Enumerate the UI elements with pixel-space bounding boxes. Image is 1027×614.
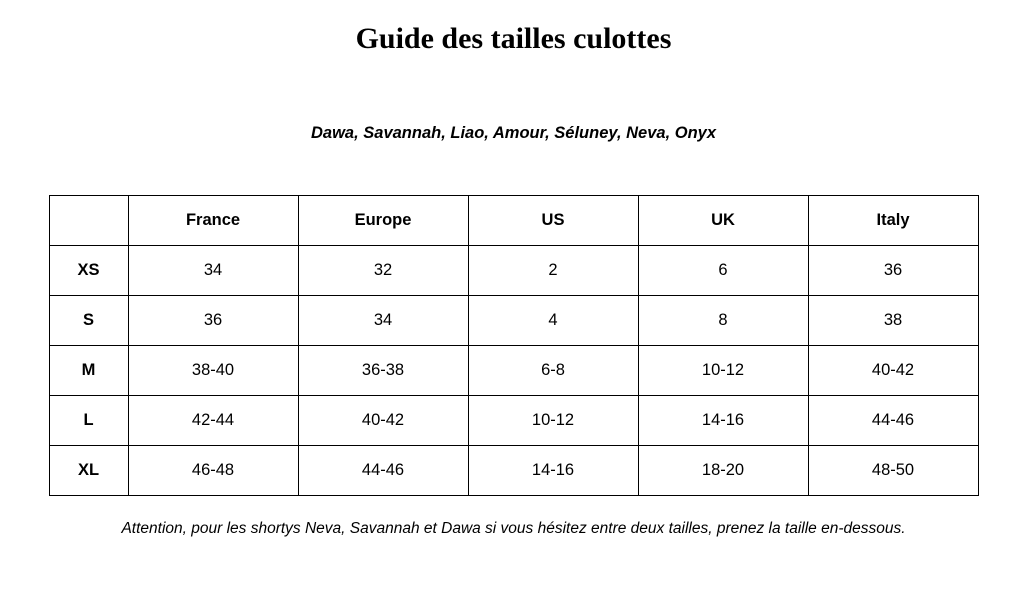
cell-xl-italy: 48-50 (808, 446, 978, 496)
cell-l-us: 10-12 (468, 396, 638, 446)
cell-m-italy: 40-42 (808, 346, 978, 396)
cell-xs-us: 2 (468, 246, 638, 296)
row-header-xl: XL (49, 446, 128, 496)
page-title: Guide des tailles culottes (355, 22, 672, 55)
table-header (49, 196, 978, 246)
column-header-italy: Italy (808, 196, 978, 246)
row-header-xs: XS (49, 246, 128, 296)
table-header-row (49, 196, 978, 246)
cell-xl-uk: 18-20 (638, 446, 808, 496)
product-list-subtitle: Dawa, Savannah, Liao, Amour, Séluney, Neva, Onyx (311, 124, 716, 142)
row-header-m: M (49, 346, 128, 396)
cell-l-uk: 14-16 (638, 396, 808, 446)
column-header-europe: Europe (298, 196, 468, 246)
size-table (49, 195, 979, 496)
cell-m-uk: 10-12 (638, 346, 808, 396)
cell-l-europe: 40-42 (298, 396, 468, 446)
cell-xl-us: 14-16 (468, 446, 638, 496)
cell-xs-italy: 36 (808, 246, 978, 296)
cell-s-france: 36 (128, 296, 298, 346)
row-header-l: L (49, 396, 128, 446)
cell-l-france: 42-44 (128, 396, 298, 446)
cell-m-france: 38-40 (128, 346, 298, 396)
column-header-uk: UK (638, 196, 808, 246)
table-row (49, 446, 978, 496)
table-body (49, 246, 978, 496)
size-guide-page (0, 22, 1027, 614)
size-table-container (0, 195, 1027, 496)
cell-s-europe: 34 (298, 296, 468, 346)
table-row (49, 296, 978, 346)
cell-m-us: 6-8 (468, 346, 638, 396)
table-corner-cell (49, 196, 128, 246)
footnote-text: Attention, pour les shortys Neva, Savannah et Dawa si vous hésitez entre deux tailles, prenez la taille en-dessous. (121, 520, 906, 537)
cell-xs-uk: 6 (638, 246, 808, 296)
column-header-france: France (128, 196, 298, 246)
table-row (49, 346, 978, 396)
cell-xl-europe: 44-46 (298, 446, 468, 496)
table-row (49, 396, 978, 446)
cell-xs-france: 34 (128, 246, 298, 296)
cell-s-us: 4 (468, 296, 638, 346)
cell-l-italy: 44-46 (808, 396, 978, 446)
cell-m-europe: 36-38 (298, 346, 468, 396)
cell-xl-france: 46-48 (128, 446, 298, 496)
column-header-us: US (468, 196, 638, 246)
cell-s-italy: 38 (808, 296, 978, 346)
cell-s-uk: 8 (638, 296, 808, 346)
cell-xs-europe: 32 (298, 246, 468, 296)
table-row (49, 246, 978, 296)
row-header-s: S (49, 296, 128, 346)
